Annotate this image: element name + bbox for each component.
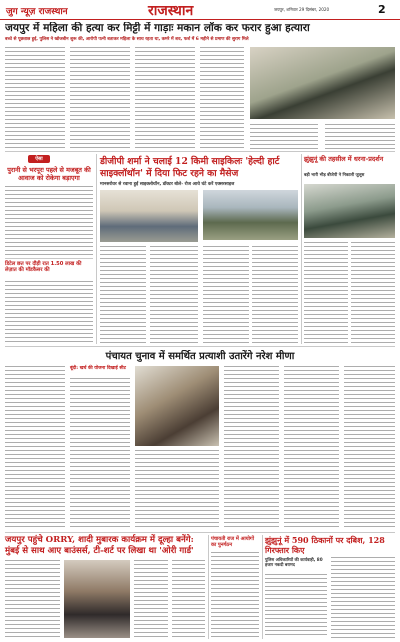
cycle-col-3 bbox=[203, 246, 249, 343]
left-col-1 bbox=[5, 186, 93, 256]
top-headline: जयपुर में महिला की हत्या कर मिट्टी में गाड़ाः मकान लॉक कर फरार हुआ हत्यारा bbox=[5, 22, 310, 34]
top-col-2 bbox=[70, 47, 130, 149]
panchayat-headline: पंचायत चुनाव में समर्थित प्रत्याशी उतारेंगे नरेश मीणा bbox=[105, 351, 295, 362]
top-col-1 bbox=[5, 47, 65, 149]
orry-col-3 bbox=[172, 560, 205, 638]
divider bbox=[5, 532, 395, 533]
orry-col-2 bbox=[134, 560, 168, 638]
panchayat-col-2 bbox=[70, 378, 130, 529]
top-col-5 bbox=[250, 124, 318, 149]
masthead bbox=[0, 0, 400, 20]
cycle-col-2 bbox=[150, 246, 198, 343]
left-box bbox=[5, 258, 93, 280]
jhunjhunu-subhead: पुलिस अधिकारियों की कार्यवाही, 80 हजार नकदी बरामद bbox=[265, 557, 323, 567]
aayog-col bbox=[211, 552, 259, 638]
cycle-headline: डीजीपी शर्मा ने चलाई 12 किमी साइकिलः 'हेल्दी हार्ट साइक्लॉथॉन' में दिया फिट रहने का मैसेज bbox=[100, 156, 280, 179]
divider bbox=[5, 346, 395, 347]
cycle-col-4 bbox=[252, 246, 298, 343]
left-col-2 bbox=[5, 281, 93, 343]
jhunjhunu-headline: झुंझुनूं में 590 ठिकानों पर दबिश, 128 गिरफ्तार किए bbox=[265, 535, 385, 555]
cycle-subhead: मानसरोवर से रवाना हुई साइक्लोथॉन, डॉक्टर बोले- रोज आधे घंटे करें एक्सरसाइज bbox=[100, 182, 235, 187]
orry-headline: जयपुर पहुंचे ORRY, शादी मुबारक कार्यक्रम में दूल्हा बनेंगे: मुंबई से साथ आए बाउंसर्स, टी-शर्ट पर लिखा था 'ओरी गार्ड' bbox=[5, 535, 194, 556]
top-photo bbox=[250, 47, 395, 119]
right-photo bbox=[304, 184, 395, 238]
cycle-photo bbox=[100, 190, 198, 242]
panchayat-col-5 bbox=[284, 366, 339, 529]
cycle-col-1 bbox=[100, 246, 146, 343]
panchayat-photo bbox=[135, 366, 219, 446]
issue-date: जयपुर, शनिवार 29 दिसंबर, 2020 bbox=[274, 7, 330, 12]
top-subhead: बच्चे से पूछताछ हुई, पुलिस ने खोजबीन शुरू की, आरोपी पत्नी बताकर महिला के साथ रहता था, कमरे में शव, फर्श में 6 महीने से प्रमाण की सुराग मिले bbox=[5, 37, 249, 42]
panchayat-col-4 bbox=[224, 366, 279, 529]
cycle-photo-2 bbox=[203, 190, 298, 240]
left-box-headline: डिटेल छत पर दौड़ी रात 1.50 लाख की लेज़ात की मॉडकैसर की bbox=[5, 261, 82, 274]
page-number: 2 bbox=[378, 3, 386, 16]
orry-photo bbox=[64, 560, 130, 638]
divider bbox=[5, 151, 395, 152]
jhunjhunu-col-1 bbox=[265, 574, 327, 638]
story-tag: ऐसा bbox=[28, 155, 50, 163]
left-headline: पुरानी से भरपूरः पहले से मजबूत की आवाज को रोकेगा बड़ाएगा bbox=[7, 166, 91, 182]
aayog-headline: पंचायती राज में आयोगों का पुनर्गठन bbox=[211, 536, 255, 548]
divider bbox=[262, 535, 263, 639]
panchayat-col-1 bbox=[5, 366, 65, 529]
divider bbox=[301, 154, 302, 344]
top-col-4 bbox=[200, 47, 244, 149]
section-title: राजस्थान bbox=[148, 3, 194, 19]
right-subhead: बड़ी भारी भीड़ बीजेपी ने निकाली जुलूस bbox=[304, 172, 365, 177]
right-col-2 bbox=[351, 242, 395, 343]
top-col-3 bbox=[135, 47, 195, 149]
panchayat-side-head: बूंदी: खर्च की योजना दिखाई सीट bbox=[70, 366, 126, 371]
top-col-6 bbox=[325, 124, 395, 149]
orry-col-1 bbox=[5, 560, 60, 638]
divider bbox=[208, 535, 209, 639]
jhunjhunu-col-2 bbox=[331, 557, 395, 638]
panchayat-col-3 bbox=[135, 450, 219, 529]
right-col-1 bbox=[304, 242, 348, 343]
divider bbox=[96, 154, 97, 344]
right-headline: झुंझुनूं की तहसील में धरना-प्रदर्शन bbox=[304, 155, 384, 163]
panchayat-col-6 bbox=[344, 366, 395, 529]
brand-logo: जुग न्यूज़ राजस्थान bbox=[6, 7, 68, 17]
